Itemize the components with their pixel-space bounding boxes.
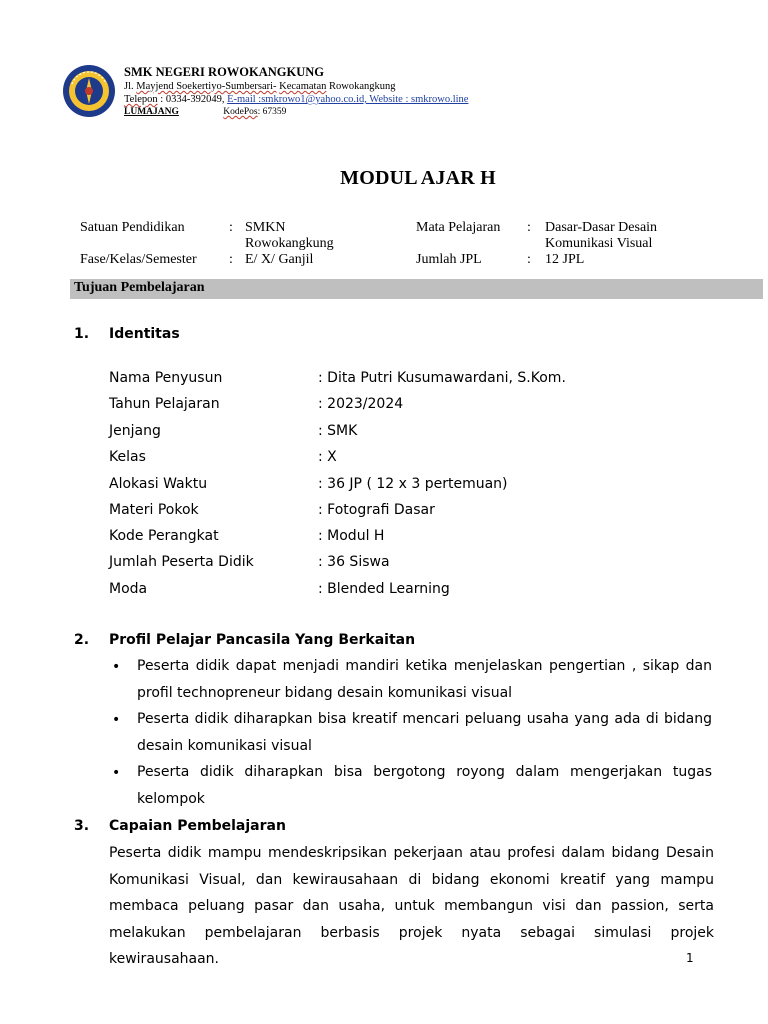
identitas-label: Jenjang — [109, 423, 161, 439]
page-number: 1 — [686, 951, 694, 965]
identitas-label: Jumlah Peserta Didik — [109, 554, 254, 570]
document-title: MODUL AJAR H — [340, 167, 496, 189]
bullet-icon: • — [112, 712, 121, 728]
section-2-number: 2. — [74, 632, 90, 648]
identitas-label: Tahun Pelajaran — [109, 396, 220, 412]
profil-bullet-text: Peserta didik diharapkan bisa bergotong royong dalam mengerjakan tugas kelompok — [137, 764, 712, 807]
bullet-icon: • — [112, 659, 121, 675]
school-email-link[interactable]: E-mail :smkrowo1@yahoo.co.id, Website : smkrowo.line — [227, 94, 469, 105]
identitas-value: : 36 Siswa — [318, 554, 390, 570]
section-title: Tujuan Pembelajaran — [74, 280, 205, 295]
profil-bullet-text: Peserta didik dapat menjadi mandiri ketika menjelaskan pengertian , sikap dan profil technopreneur bidang desain komunikasi visual — [137, 658, 712, 701]
school-contact: Telepon : 0334-392049, E-mail :smkrowo1@yahoo.co.id, Website : smkrowo.line — [124, 94, 469, 105]
section-2-heading: Profil Pelajar Pancasila Yang Berkaitan — [109, 632, 416, 648]
school-emblem-icon — [62, 64, 116, 118]
school-name: SMK NEGERI ROWOKANGKUNG — [124, 65, 325, 79]
section-1-number: 1. — [74, 326, 90, 342]
fase-colon: : — [229, 252, 233, 267]
jpl-label: Jumlah JPL — [416, 252, 482, 267]
identitas-label: Materi Pokok — [109, 502, 199, 518]
section-header-bar — [70, 279, 763, 299]
mapel-value-line1: Dasar-Dasar Desain — [545, 220, 658, 235]
identitas-label: Kelas — [109, 449, 146, 465]
mapel-label: Mata Pelajaran — [416, 220, 501, 235]
satuan-label: Satuan Pendidikan — [80, 220, 185, 235]
mapel-colon: : — [527, 220, 531, 235]
school-city: LUMAJANG KodePos: 67359 — [124, 107, 287, 117]
identitas-label: Moda — [109, 581, 148, 597]
fase-value: E/ X/ Ganjil — [245, 252, 314, 267]
satuan-value-line1: SMKN — [245, 220, 286, 235]
identitas-label: Nama Penyusun — [109, 370, 223, 386]
school-logo — [62, 64, 116, 118]
satuan-value-line2: Rowokangkung — [245, 236, 334, 251]
jpl-colon: : — [527, 252, 531, 267]
fase-label: Fase/Kelas/Semester — [80, 252, 197, 267]
jpl-value: 12 JPL — [545, 252, 585, 267]
section-3-heading: Capaian Pembelajaran — [109, 818, 286, 834]
profil-bullet-text: Peserta didik diharapkan bisa kreatif mencari peluang usaha yang ada di bidang desain komunikasi visual — [137, 711, 712, 754]
satuan-colon: : — [229, 220, 233, 235]
identitas-value: : Dita Putri Kusumawardani, S.Kom. — [318, 370, 566, 386]
identitas-label: Kode Perangkat — [109, 528, 219, 544]
identitas-value: : Modul H — [318, 528, 385, 544]
section-1-heading: Identitas — [109, 326, 180, 342]
identitas-value: : Fotografi Dasar — [318, 502, 435, 518]
identitas-value: : 2023/2024 — [318, 396, 404, 412]
identitas-value: : Blended Learning — [318, 581, 450, 597]
capaian-paragraph: Peserta didik mampu mendeskripsikan pekerjaan atau profesi dalam bidang Desain Komunikasi Visual, dan kewirausahaan di bidang ekonomi kreatif yang mampu membaca peluang pasar dan usaha, untuk membangun visi dan passion, serta melakukan pembelajaran berbasis projek nyata sebagai simulasi projek kewirausahaan. — [109, 845, 714, 967]
school-address: Jl. Mayjend Soekertiyo-Sumbersari- Kecamatan Rowokangkung — [124, 81, 396, 92]
identitas-value: : X — [318, 449, 337, 465]
identitas-value: : SMK — [318, 423, 358, 439]
mapel-value-line2: Komunikasi Visual — [545, 236, 653, 251]
identitas-label: Alokasi Waktu — [109, 476, 208, 492]
bullet-icon: • — [112, 765, 121, 781]
section-3-number: 3. — [74, 818, 90, 834]
identitas-value: : 36 JP ( 12 x 3 pertemuan) — [318, 476, 508, 492]
